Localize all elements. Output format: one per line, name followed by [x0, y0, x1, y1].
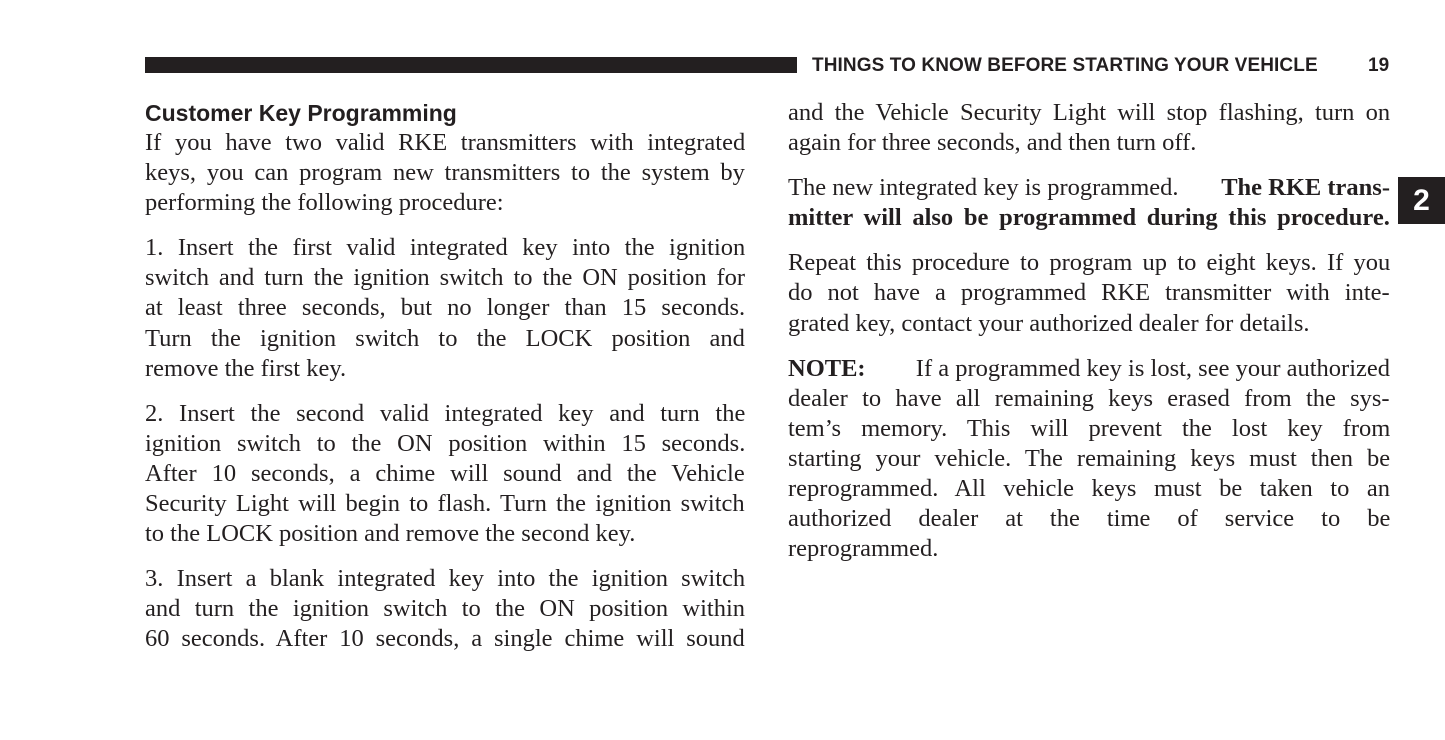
text-line: 2. Insert the second valid integrated key and turn the [145, 399, 746, 427]
text-line [788, 354, 1390, 384]
text-line: After 10 seconds, a chime will sound and the Vehicle [145, 459, 745, 487]
programmed-paragraph [788, 173, 1390, 233]
programmed-bold-text: The RKE trans- [1221, 174, 1390, 202]
text-line: to the LOCK position and remove the second key. [145, 520, 636, 548]
programmed-regular-text: The new integrated key is programmed. [788, 174, 1179, 202]
text-line: switch and turn the ignition switch to the ON position for [145, 264, 746, 292]
text-line: reprogrammed. All vehicle keys must be taken to an [788, 475, 1390, 503]
left-column [145, 98, 745, 670]
text-line: again for three seconds, and then turn off. [788, 129, 1197, 157]
text-line: starting your vehicle. The remaining keys must then be [788, 444, 1391, 472]
text-line: Repeat this procedure to program up to eight keys. If you [788, 249, 1391, 277]
text-line: performing the following procedure: [145, 189, 504, 217]
programmed-bold-text-line: mitter will also be programmed during this procedure. [788, 204, 1390, 232]
text-line: do not have a programmed RKE transmitter with inte- [788, 279, 1390, 307]
text-line: grated key, contact your authorized dealer for details. [788, 309, 1310, 337]
text-line: reprogrammed. [788, 535, 939, 563]
header-rule [145, 57, 797, 73]
text-line: Security Light will begin to flash. Turn the ignition switch [145, 490, 745, 518]
page-number: 19 [1368, 55, 1390, 76]
note-paragraph [788, 354, 1390, 565]
text-line: and turn the ignition switch to the ON position within [145, 595, 746, 623]
step-3-paragraph [145, 564, 745, 654]
text-line [788, 173, 1390, 203]
right-column [788, 98, 1390, 579]
repeat-paragraph [788, 248, 1390, 338]
text-line: 3. Insert a blank integrated key into the ignition switch [145, 565, 746, 593]
note-text: If a programmed key is lost, see your authorized [915, 354, 1390, 382]
text-line: tem’s memory. This will prevent the lost key from [788, 414, 1391, 442]
intro-paragraph [145, 128, 745, 218]
text-line: and the Vehicle Security Light will stop flashing, turn on [788, 99, 1391, 126]
text-line: at least three seconds, but no longer than 15 seconds. [145, 294, 746, 322]
section-heading: Customer Key Programming [145, 100, 457, 126]
text-line: remove the first key. [145, 354, 347, 382]
step-2-paragraph [145, 399, 745, 549]
chapter-tab: 2 [1398, 177, 1445, 224]
step-3-continued [788, 98, 1390, 158]
text-line: 1. Insert the first valid integrated key into the ignition [145, 234, 746, 262]
text-line: 60 seconds. After 10 seconds, a single chime will sound [145, 625, 745, 653]
running-header-title: THINGS TO KNOW BEFORE STARTING YOUR VEHICLE [812, 55, 1318, 76]
text-line: Turn the ignition switch to the LOCK position and [145, 324, 745, 352]
text-line: ignition switch to the ON position within 15 seconds. [145, 429, 746, 457]
text-line: dealer to have all remaining keys erased from the sys- [788, 384, 1390, 412]
text-line: authorized dealer at the time of service to be [788, 505, 1391, 533]
step-1-paragraph [145, 233, 745, 383]
text-line: If you have two valid RKE transmitters with integrated [145, 129, 746, 156]
note-label: NOTE: [788, 354, 866, 382]
text-line: keys, you can program new transmitters to the system by [145, 159, 745, 187]
